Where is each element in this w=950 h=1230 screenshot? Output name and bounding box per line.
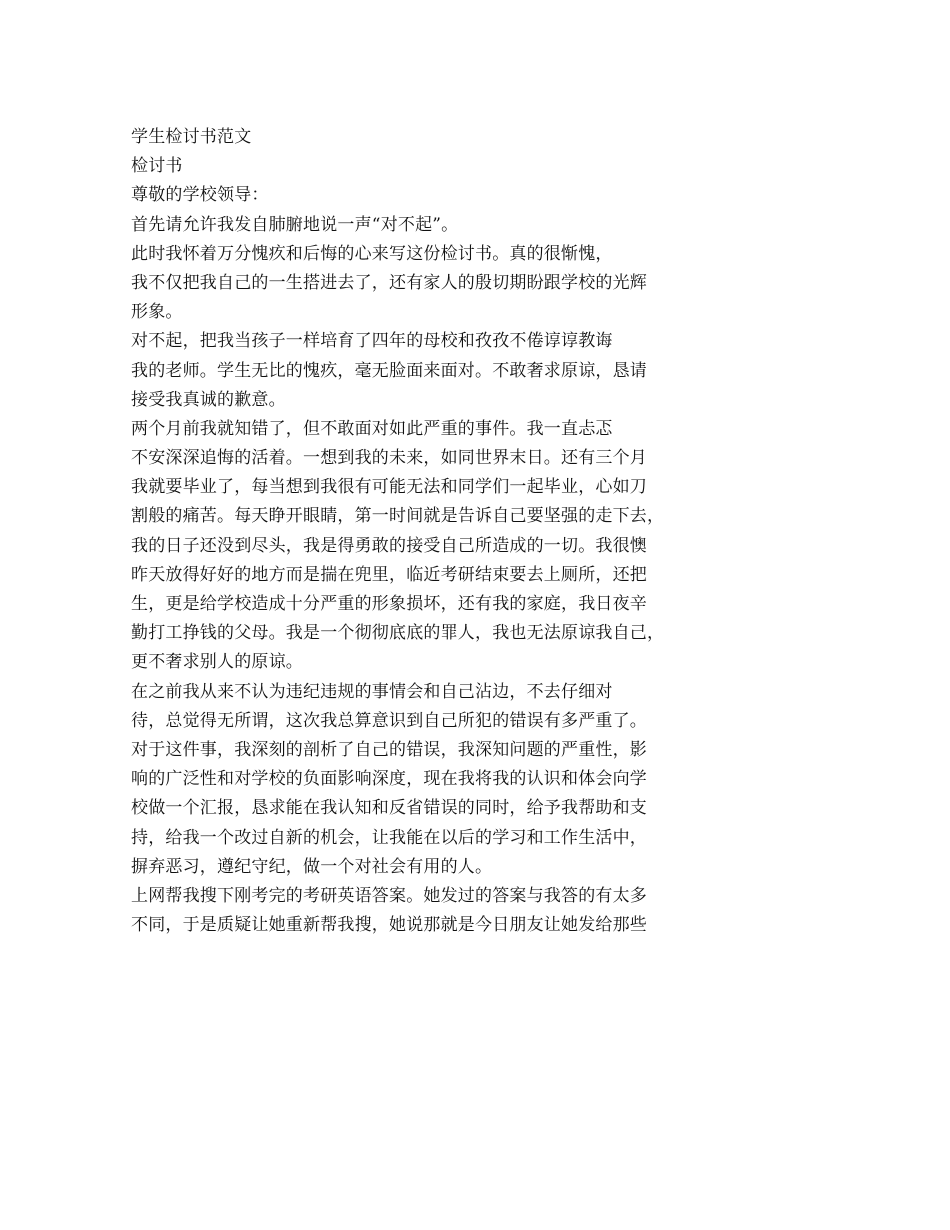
text-line: 响的广泛性和对学校的负面影响深度，现在我将我的认识和体会向学	[131, 769, 647, 790]
document-title: 学生检讨书范文	[131, 127, 252, 147]
text-line: 形象。	[131, 302, 183, 323]
text-line: 校做一个汇报，恳求能在我认知和反省错误的同时，给予我帮助和支	[131, 798, 647, 819]
text-line: 我的老师。学生无比的愧疚，毫无脸面来面对。不敢奢求原谅，恳请	[131, 360, 647, 381]
text-line: 不同，于是质疑让她重新帮我搜，她说那就是今日朋友让她发给那些	[131, 915, 647, 936]
text-line: 两个月前我就知错了，但不敢面对如此严重的事件。我一直忐忑	[131, 418, 613, 439]
text-line: 此时我怀着万分愧疚和后悔的心来写这份检讨书。真的很惭愧，	[131, 243, 613, 264]
text-line: 生，更是给学校造成十分严重的形象损坏，还有我的家庭，我日夜辛	[131, 594, 647, 614]
salutation: 尊敬的学校领导：	[131, 185, 269, 206]
letter-heading: 检讨书	[131, 156, 183, 177]
text-line: 对于这件事，我深刻的剖析了自己的错误，我深知问题的严重性，影	[131, 739, 647, 760]
text-line: 更不奢求别人的原谅。	[131, 652, 303, 673]
text-line: 勤打工挣钱的父母。我是一个彻彻底底的罪人，我也无法原谅我自己，	[131, 623, 665, 644]
text-line: 我的日子还没到尽头，我是得勇敢的接受自己所造成的一切。我很懊	[131, 535, 647, 556]
text-line: 昨天放得好好的地方而是揣在兜里，临近考研结束要去上厕所，还把	[131, 564, 647, 585]
text-line: 首先请允许我发自肺腑地说一声“对不起”。	[131, 214, 459, 235]
text-line: 对不起，把我当孩子一样培育了四年的母校和孜孜不倦谆谆教诲	[131, 331, 613, 352]
document-body	[131, 123, 701, 940]
text-line: 不安深深追悔的活着。一想到我的未来，如同世界末日。还有三个月	[131, 448, 647, 469]
text-line: 我就要毕业了，每当想到我很有可能无法和同学们一起毕业，心如刀	[131, 477, 647, 498]
text-line: 摒弃恶习，遵纪守纪，做一个对社会有用的人。	[131, 856, 493, 877]
text-line: 上网帮我搜下刚考完的考研英语答案。她发过的答案与我答的有太多	[131, 885, 647, 906]
text-line: 我不仅把我自己的一生搭进去了，还有家人的殷切期盼跟学校的光辉	[131, 272, 647, 293]
text-line: 在之前我从来不认为违纪违规的事情会和自己沾边，不去仔细对	[131, 681, 613, 702]
text-line: 待，总觉得无所谓，这次我总算意识到自己所犯的错误有多严重了。	[131, 710, 647, 731]
text-line: 接受我真诚的歉意。	[131, 389, 286, 410]
text-line: 割般的痛苦。每天睁开眼睛，第一时间就是告诉自己要坚强的走下去，	[131, 506, 665, 527]
text-line: 持，给我一个改过自新的机会，让我能在以后的学习和工作生活中，	[131, 827, 647, 848]
